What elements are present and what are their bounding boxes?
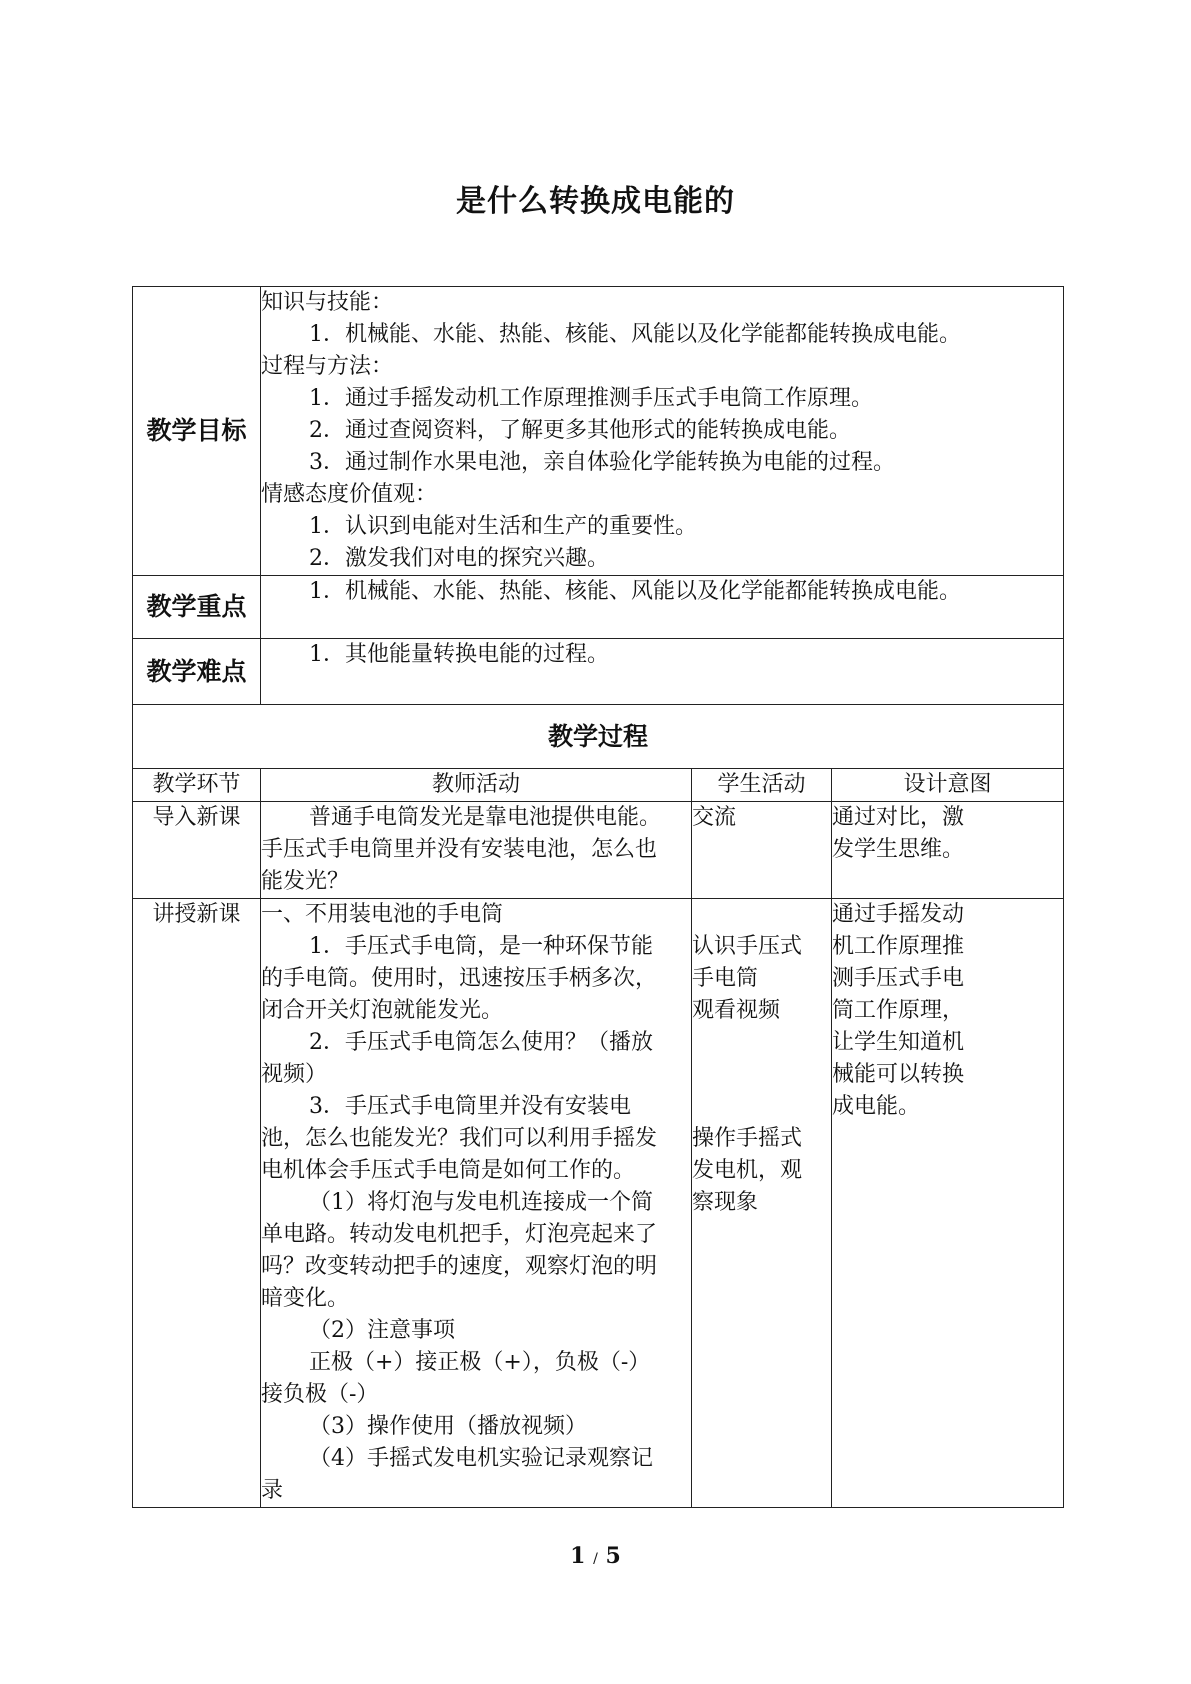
lesson-teacher-line: 暗变化。 [261, 1286, 350, 1311]
intro-intent [832, 802, 1064, 899]
lesson-teacher-line: 单电路。转动发电机把手，灯泡亮起来了 [261, 1222, 658, 1247]
goals-line: 1．机械能、水能、热能、核能、风能以及化学能都能转换成电能。 [309, 322, 961, 347]
lesson-teacher-line: （2）注意事项 [309, 1318, 455, 1343]
lesson-student [692, 899, 832, 1508]
lesson-teacher-line: （3）操作使用（播放视频） [309, 1414, 587, 1439]
lesson-teacher-line: 的手电筒。使用时，迅速按压手柄多次， [261, 966, 658, 991]
difficulties-label: 教学难点 [133, 639, 261, 705]
page-title: 是什么转换成电能的 [456, 184, 735, 219]
lesson-teacher-line: 视频） [261, 1062, 328, 1087]
lesson-intent-line: 让学生知道机 [832, 1030, 965, 1055]
goals-content [261, 287, 1064, 576]
intro-student: 交流 [692, 802, 832, 899]
key-points-content [261, 576, 1064, 639]
lesson-teacher-line: 录 [261, 1478, 284, 1503]
lesson-teacher-line: 吗？改变转动把手的速度，观察灯泡的明 [261, 1254, 658, 1279]
key-points-row [133, 576, 1064, 639]
goals-line: 2．通过查阅资料，了解更多其他形式的能转换成电能。 [309, 418, 851, 443]
lesson-intent [832, 899, 1064, 1508]
process-title: 教学过程 [133, 705, 1064, 769]
lesson-teacher-line: 接负极（-） [261, 1382, 379, 1407]
intro-intent-line: 发学生思维。 [832, 837, 965, 862]
key-points-label: 教学重点 [133, 576, 261, 639]
lesson-teacher-line: 正极（+）接正极（+），负极（-） [309, 1350, 651, 1375]
intro-teacher-line: 能发光？ [261, 869, 350, 894]
intro-teacher [261, 802, 692, 899]
difficulties-text: 1．其他能量转换电能的过程。 [309, 642, 609, 667]
lesson-student-line: 操作手摇式 [692, 1126, 803, 1151]
lesson-intent-line: 通过手摇发动 [832, 902, 965, 927]
lesson-teacher-line: 1．手压式手电筒，是一种环保节能 [309, 934, 653, 959]
lesson-intent-line: 筒工作原理， [832, 998, 965, 1023]
lesson-teacher-line: 电机体会手压式手电筒是如何工作的。 [261, 1158, 636, 1183]
lesson-teacher-line: 2．手压式手电筒怎么使用？（播放 [309, 1030, 653, 1055]
process-header-row [133, 769, 1064, 802]
page-current: 1 [570, 1543, 586, 1569]
header-student: 学生活动 [692, 769, 832, 802]
lesson-plan-table [132, 286, 1064, 1508]
header-teacher: 教师活动 [261, 769, 692, 802]
lesson-teacher-line: 3．手压式手电筒里并没有安装电 [309, 1094, 631, 1119]
lesson-teacher-line: 一、不用装电池的手电筒 [261, 902, 504, 927]
goals-row [133, 287, 1064, 576]
intro-intent-line: 通过对比，激 [832, 805, 965, 830]
intro-stage: 导入新课 [133, 802, 261, 899]
page-total: 5 [605, 1543, 621, 1569]
goals-line: 过程与方法： [261, 354, 394, 379]
key-points-text: 1．机械能、水能、热能、核能、风能以及化学能都能转换成电能。 [309, 579, 961, 604]
lesson-student-line: 察现象 [692, 1190, 759, 1215]
lesson-stage: 讲授新课 [133, 899, 261, 1508]
lesson-intent-line: 械能可以转换 [832, 1062, 965, 1087]
lesson-intent-line: 成电能。 [832, 1094, 921, 1119]
lesson-intent-line: 机工作原理推 [832, 934, 965, 959]
goals-line: 2．激发我们对电的探究兴趣。 [309, 546, 609, 571]
header-intent: 设计意图 [832, 769, 1064, 802]
lesson-student-line: 手电筒 [692, 966, 759, 991]
lesson-teacher-line: （4）手摇式发电机实验记录观察记 [309, 1446, 653, 1471]
lesson-intent-line: 测手压式手电 [832, 966, 965, 991]
lesson-student-line: 发电机，观 [692, 1158, 803, 1183]
difficulties-content [261, 639, 1064, 705]
intro-teacher-line: 手压式手电筒里并没有安装电池，怎么也 [261, 837, 658, 862]
lesson-teacher-line: （1）将灯泡与发电机连接成一个简 [309, 1190, 653, 1215]
goals-line: 知识与技能： [261, 290, 394, 315]
intro-row [133, 802, 1064, 899]
lesson-teacher-line: 池，怎么也能发光？我们可以利用手摇发 [261, 1126, 658, 1151]
page-number [0, 1543, 1191, 1569]
difficulties-row [133, 639, 1064, 705]
header-stage: 教学环节 [133, 769, 261, 802]
process-title-row [133, 705, 1064, 769]
lesson-teacher [261, 899, 692, 1508]
goals-line: 3．通过制作水果电池，亲自体验化学能转换为电能的过程。 [309, 450, 895, 475]
lesson-student-line: 认识手压式 [692, 934, 803, 959]
lesson-student-line: 观看视频 [692, 998, 781, 1023]
lesson-row [133, 899, 1064, 1508]
intro-teacher-line: 普通手电筒发光是靠电池提供电能。 [309, 805, 662, 830]
lesson-teacher-line: 闭合开关灯泡就能发光。 [261, 998, 504, 1023]
goals-line: 1．通过手摇发动机工作原理推测手压式手电筒工作原理。 [309, 386, 873, 411]
page-separator: / [593, 1551, 598, 1567]
goals-label: 教学目标 [133, 287, 261, 576]
goals-line: 1．认识到电能对生活和生产的重要性。 [309, 514, 697, 539]
goals-line: 情感态度价值观： [261, 482, 438, 507]
